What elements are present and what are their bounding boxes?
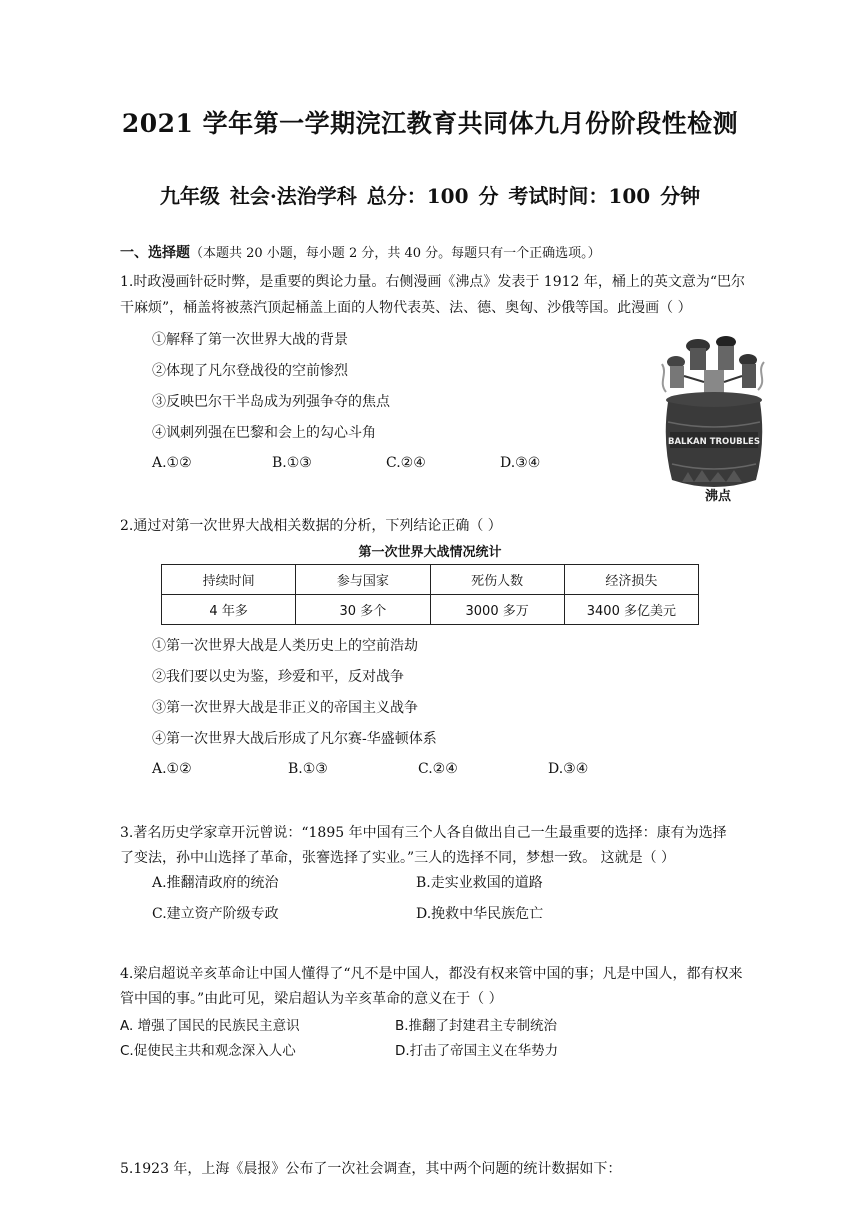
q5-stem: 5.1923 年，上海《晨报》公布了一次社会调查，其中两个问题的统计数据如下：: [120, 1161, 622, 1177]
q2-statement-1: ①第一次世界大战是人类历史上的空前浩劫: [152, 638, 418, 654]
cartoon-caption: 沸点: [704, 489, 732, 504]
q4-option-d[interactable]: D.打击了帝国主义在华势力: [395, 1043, 559, 1059]
table-cell: 4 年多: [162, 595, 296, 625]
q3-stem-line1: 3.著名历史学家章开沅曾说：“1895 年中国有三个人各自做出自己一生最重要的选择：康有为选择: [120, 825, 727, 841]
q2-option-d[interactable]: D.③④: [548, 761, 589, 777]
q1-statement-3: ③反映巴尔干半岛成为列强争夺的焦点: [152, 394, 390, 410]
table-row: [162, 595, 699, 625]
table-header-row: [162, 565, 699, 595]
section-heading: [120, 242, 601, 262]
q2-statement-2: ②我们要以史为鉴，珍爱和平，反对战争: [152, 669, 404, 685]
q4-option-b[interactable]: B.推翻了封建君主专制统治: [395, 1018, 558, 1034]
q2-option-c[interactable]: C.②④: [418, 761, 458, 777]
table-header-cell: 死伤人数: [430, 565, 564, 595]
q3-option-b[interactable]: B.走实业救国的道路: [416, 875, 543, 891]
q4-option-c[interactable]: C.促使民主共和观念深入人心: [120, 1043, 296, 1059]
q3-option-a[interactable]: A.推翻清政府的统治: [152, 875, 279, 891]
cartoon-image: [648, 332, 778, 504]
exam-title: 2021 学年第一学期浣江教育共同体九月份阶段性检测: [121, 109, 739, 138]
q1-statement-2: ②体现了凡尔登战役的空前惨烈: [152, 363, 348, 379]
q2-option-b[interactable]: B.①③: [288, 761, 328, 777]
q1-option-d[interactable]: D.③④: [500, 455, 541, 471]
q2-statement-3: ③第一次世界大战是非正义的帝国主义战争: [152, 700, 418, 716]
table-header-cell: 经济损失: [564, 565, 698, 595]
q4-stem-line2: 管中国的事。”由此可见，梁启超认为辛亥革命的意义在于（ ）: [120, 991, 503, 1007]
q1-statement-4: ④讽刺列强在巴黎和会上的勾心斗角: [152, 425, 376, 441]
table-cell: 3000 多万: [430, 595, 564, 625]
section-note: （本题共 20 小题，每小题 2 分，共 40 分。每题只有一个正确选项。）: [190, 246, 601, 261]
q1-option-a[interactable]: A.①②: [152, 455, 192, 471]
table-cell: 30 多个: [296, 595, 430, 625]
barrel-label: BALKAN TROUBLES: [667, 437, 761, 447]
exam-subtitle: 九年级 社会·法治学科 总分：100 分 考试时间：100 分钟: [159, 184, 701, 208]
q3-option-d[interactable]: D.挽救中华民族危亡: [416, 906, 544, 922]
table-cell: 3400 多亿美元: [564, 595, 698, 625]
boiling-point-cartoon: [648, 332, 778, 504]
table-header-cell: 持续时间: [162, 565, 296, 595]
q3-stem-line2: 了变法，孙中山选择了革命，张謇选择了实业。”三人的选择不同，梦想一致。 这就是（ ）: [120, 850, 676, 866]
q1-option-c[interactable]: C.②④: [386, 455, 426, 471]
q2-option-a[interactable]: A.①②: [152, 761, 192, 777]
q3-option-c[interactable]: C.建立资产阶级专政: [152, 906, 279, 922]
q2-statement-4: ④第一次世界大战后形成了凡尔赛-华盛顿体系: [152, 731, 437, 747]
table-header-cell: 参与国家: [296, 565, 430, 595]
q2-stem: 2.通过对第一次世界大战相关数据的分析，下列结论正确（ ）: [120, 518, 502, 534]
q1-statement-1: ①解释了第一次世界大战的背景: [152, 332, 348, 348]
q2-statistics-table: [161, 564, 699, 625]
q4-stem-line1: 4.梁启超说辛亥革命让中国人懂得了“凡不是中国人，都没有权来管中国的事；凡是中国人，都有权来: [120, 966, 743, 982]
q1-stem-line1: 1.时政漫画针砭时弊，是重要的舆论力量。右侧漫画《沸点》发表于 1912 年，桶上的英文意为“巴尔: [120, 274, 746, 290]
q4-option-a[interactable]: A. 增强了国民的民族民主意识: [120, 1018, 300, 1034]
q2-table-title: 第一次世界大战情况统计: [358, 545, 502, 560]
section-title: 一、选择题: [120, 245, 190, 261]
q1-stem-line2: 干麻烦”，桶盖将被蒸汽顶起桶盖上面的人物代表英、法、德、奥匈、沙俄等国。此漫画（ ）: [120, 300, 692, 316]
q1-option-b[interactable]: B.①③: [272, 455, 312, 471]
